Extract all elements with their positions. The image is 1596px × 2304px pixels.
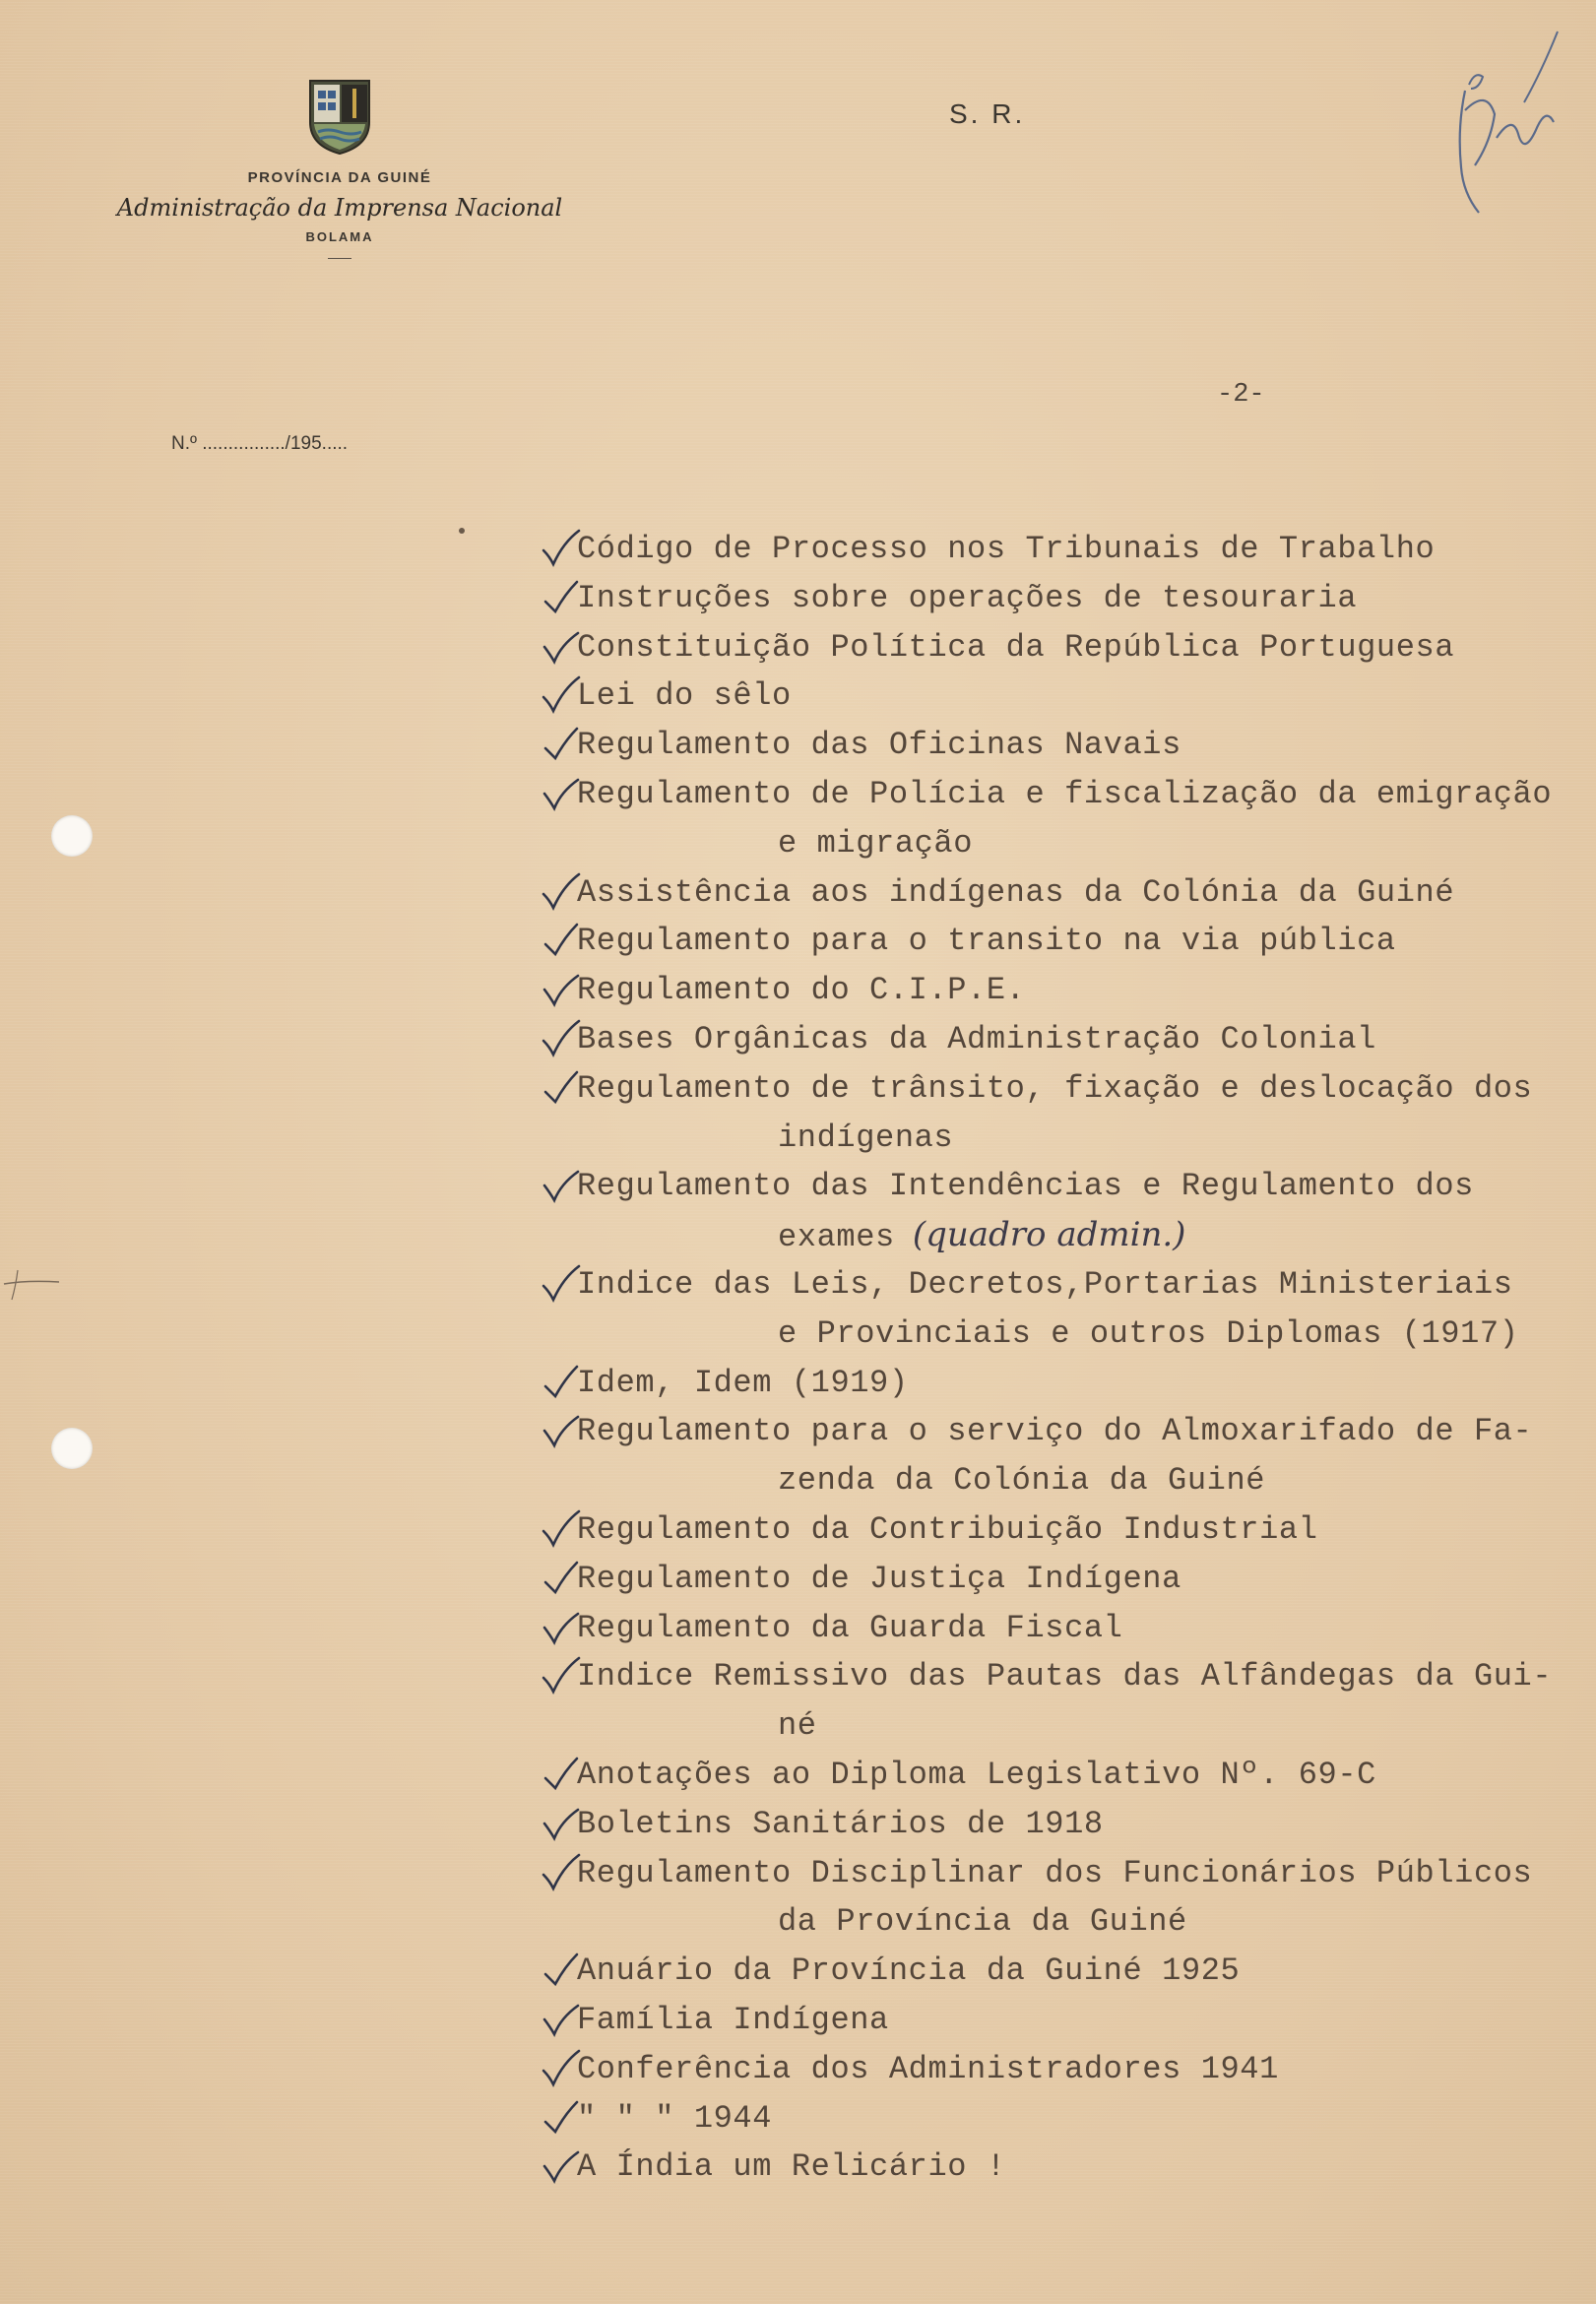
list-item-text: Regulamento para o transito na via pública bbox=[577, 923, 1396, 960]
list-item-text: Indice Remissivo das Pautas das Alfândegas da Gui- bbox=[577, 1658, 1553, 1696]
list-item bbox=[540, 623, 1593, 672]
list-item-title bbox=[540, 2094, 1593, 2144]
list-item bbox=[540, 2094, 1593, 2144]
checkmark-icon bbox=[542, 578, 581, 617]
list-item bbox=[540, 917, 1593, 966]
letterhead-province: PROVÍNCIA DA GUINÉ bbox=[247, 169, 432, 186]
checkmark-icon bbox=[542, 2000, 581, 2039]
list-item-text: A Índia um Relicário ! bbox=[577, 2148, 1006, 2186]
list-item-text: exames bbox=[778, 1219, 895, 1256]
checkmark-icon bbox=[542, 1509, 581, 1549]
list-item-text: e migração bbox=[778, 824, 974, 862]
list-item-title bbox=[540, 770, 1593, 819]
list-item-text: Indice das Leis, Decretos,Portarias Ministeriais bbox=[577, 1265, 1513, 1303]
list-item bbox=[540, 2143, 1593, 2192]
list-item-continuation bbox=[540, 819, 1593, 868]
letterhead-administration: Administração da Imprensa Nacional bbox=[116, 194, 563, 222]
list-item-text: Regulamento das Intendências e Regulamento dos bbox=[577, 1168, 1474, 1205]
list-item-continuation bbox=[540, 1456, 1593, 1505]
list-item-text: Anuário da Província da Guiné 1925 bbox=[577, 1952, 1241, 1990]
checkmark-icon bbox=[542, 970, 581, 1009]
list-item bbox=[540, 672, 1593, 721]
letterhead-city: BOLAMA bbox=[305, 229, 374, 244]
checkmark-icon bbox=[542, 1559, 581, 1598]
list-item bbox=[540, 1015, 1593, 1064]
list-item-text: zenda da Colónia da Guiné bbox=[778, 1462, 1266, 1500]
list-item-text: Regulamento Disciplinar dos Funcionários Públicos bbox=[577, 1854, 1533, 1891]
list-item-title bbox=[540, 1505, 1593, 1555]
coat-of-arms-icon bbox=[306, 77, 373, 156]
list-item-text: Lei do sêlo bbox=[577, 677, 792, 715]
list-item bbox=[540, 1751, 1593, 1800]
list-item-text: Família Indígena bbox=[577, 2001, 889, 2038]
list-item-title bbox=[540, 1751, 1593, 1800]
list-item-title bbox=[540, 1162, 1593, 1211]
document-list bbox=[540, 525, 1593, 2192]
list-item-title bbox=[540, 525, 1593, 574]
list-item bbox=[540, 1996, 1593, 2045]
list-item-text: Idem, Idem (1919) bbox=[577, 1364, 909, 1401]
list-item bbox=[540, 1064, 1593, 1163]
list-item-text: né bbox=[778, 1707, 817, 1745]
checkmark-icon bbox=[542, 1019, 581, 1058]
list-item bbox=[540, 1947, 1593, 1996]
list-item-text: Regulamento de trânsito, fixação e deslocação dos bbox=[577, 1069, 1533, 1107]
list-item-text: Conferência dos Administradores 1941 bbox=[577, 2050, 1279, 2087]
punch-hole-bottom bbox=[51, 1428, 93, 1469]
list-item-text: Regulamento de Justiça Indígena bbox=[577, 1560, 1181, 1597]
list-item-title bbox=[540, 1996, 1593, 2045]
checkmark-icon bbox=[542, 529, 581, 568]
list-item-continuation bbox=[540, 1211, 1593, 1260]
list-item bbox=[540, 1555, 1593, 1604]
checkmark-icon bbox=[542, 725, 581, 764]
checkmark-icon bbox=[542, 2098, 581, 2138]
list-item bbox=[540, 868, 1593, 918]
list-item-title bbox=[540, 917, 1593, 966]
checkmark-icon bbox=[542, 1166, 581, 1205]
checkmark-icon bbox=[542, 1951, 581, 1990]
list-item bbox=[540, 770, 1593, 868]
list-item bbox=[540, 525, 1593, 574]
margin-fold-mark bbox=[0, 1262, 69, 1302]
checkmark-icon bbox=[542, 675, 581, 715]
list-item bbox=[540, 1505, 1593, 1555]
list-item bbox=[540, 1359, 1593, 1408]
list-item-text: Código de Processo nos Tribunais de Trabalho bbox=[577, 531, 1436, 567]
reference-number: N.º ................/195..... bbox=[171, 433, 349, 454]
list-item bbox=[540, 1604, 1593, 1653]
list-item-text: Regulamento do C.I.P.E. bbox=[577, 972, 1026, 1009]
list-item-continuation bbox=[540, 1701, 1593, 1751]
list-item-title bbox=[540, 1800, 1593, 1849]
checkmark-icon bbox=[542, 1755, 581, 1794]
list-item-title bbox=[540, 1652, 1593, 1701]
list-item-text: Regulamento da Guarda Fiscal bbox=[577, 1609, 1123, 1646]
checkmark-icon bbox=[542, 1264, 581, 1304]
checkmark-icon bbox=[542, 774, 581, 813]
checkmark-icon bbox=[542, 627, 581, 667]
list-item bbox=[540, 1849, 1593, 1948]
letterhead-divider bbox=[328, 258, 351, 259]
letterhead bbox=[79, 77, 601, 259]
list-item-text: Anotações ao Diploma Legislativo Nº. 69-C bbox=[577, 1756, 1376, 1793]
list-item-title bbox=[540, 672, 1593, 721]
list-item-title bbox=[540, 1604, 1593, 1653]
list-item-text: Constituição Política da República Portuguesa bbox=[577, 628, 1455, 666]
list-item bbox=[540, 1652, 1593, 1751]
list-item-title bbox=[540, 1015, 1593, 1064]
list-item-text: e Provinciais e outros Diplomas (1917) bbox=[778, 1314, 1519, 1352]
margin-dot bbox=[459, 528, 465, 534]
header-mark: S. R. bbox=[949, 98, 1026, 129]
punch-hole-top bbox=[51, 815, 93, 857]
checkmark-icon bbox=[542, 872, 581, 912]
list-item-text: Regulamento da Contribuição Industrial bbox=[577, 1510, 1318, 1548]
list-item-title bbox=[540, 1555, 1593, 1604]
list-item-text: Instruções sobre operações de tesouraria bbox=[577, 579, 1358, 616]
list-item-text: Regulamento das Oficinas Navais bbox=[577, 727, 1181, 764]
list-item-title bbox=[540, 1359, 1593, 1408]
checkmark-icon bbox=[542, 2049, 581, 2088]
list-item bbox=[540, 574, 1593, 623]
list-item-text: da Província da Guiné bbox=[778, 1903, 1187, 1941]
handwritten-signature-icon bbox=[1418, 20, 1575, 246]
list-item-continuation bbox=[540, 1114, 1593, 1163]
checkmark-icon bbox=[542, 1804, 581, 1843]
checkmark-icon bbox=[542, 1363, 581, 1402]
list-item bbox=[540, 721, 1593, 770]
list-item-title bbox=[540, 966, 1593, 1015]
checkmark-icon bbox=[542, 1656, 581, 1696]
list-item-text: " " " 1944 bbox=[577, 2099, 773, 2137]
list-item bbox=[540, 1800, 1593, 1849]
list-item-text: Bases Orgânicas da Administração Colonial bbox=[577, 1020, 1376, 1057]
list-item-title bbox=[540, 1849, 1593, 1898]
list-item-text: Assistência aos indígenas da Colónia da Guiné bbox=[577, 873, 1455, 911]
checkmark-icon bbox=[542, 1853, 581, 1892]
handwritten-note: (quadro admin.) bbox=[912, 1215, 1186, 1255]
list-item-title bbox=[540, 1407, 1593, 1456]
list-item-title bbox=[540, 1260, 1593, 1310]
list-item-title bbox=[540, 1947, 1593, 1996]
list-item-text: indígenas bbox=[778, 1119, 954, 1156]
list-item-title bbox=[540, 721, 1593, 770]
list-item-continuation bbox=[540, 1897, 1593, 1947]
list-item bbox=[540, 1407, 1593, 1505]
list-item bbox=[540, 966, 1593, 1015]
checkmark-icon bbox=[542, 1411, 581, 1450]
list-item-title bbox=[540, 574, 1593, 623]
list-item-text: Regulamento para o serviço do Almoxarifado de Fa- bbox=[577, 1413, 1533, 1450]
list-item-text: Regulamento de Polícia e fiscalização da emigração bbox=[577, 775, 1553, 812]
list-item-title bbox=[540, 623, 1593, 672]
list-item bbox=[540, 2045, 1593, 2094]
checkmark-icon bbox=[542, 921, 581, 960]
checkmark-icon bbox=[542, 1608, 581, 1647]
list-item-title bbox=[540, 1064, 1593, 1114]
checkmark-icon bbox=[542, 2146, 581, 2186]
list-item-title bbox=[540, 2143, 1593, 2192]
page-number: -2- bbox=[1217, 380, 1265, 410]
list-item-text: Boletins Sanitários de 1918 bbox=[577, 1805, 1104, 1842]
list-item bbox=[540, 1260, 1593, 1359]
list-item bbox=[540, 1162, 1593, 1260]
list-item-title bbox=[540, 2045, 1593, 2094]
list-item-title bbox=[540, 868, 1593, 918]
checkmark-icon bbox=[542, 1068, 581, 1108]
list-item-continuation bbox=[540, 1310, 1593, 1359]
